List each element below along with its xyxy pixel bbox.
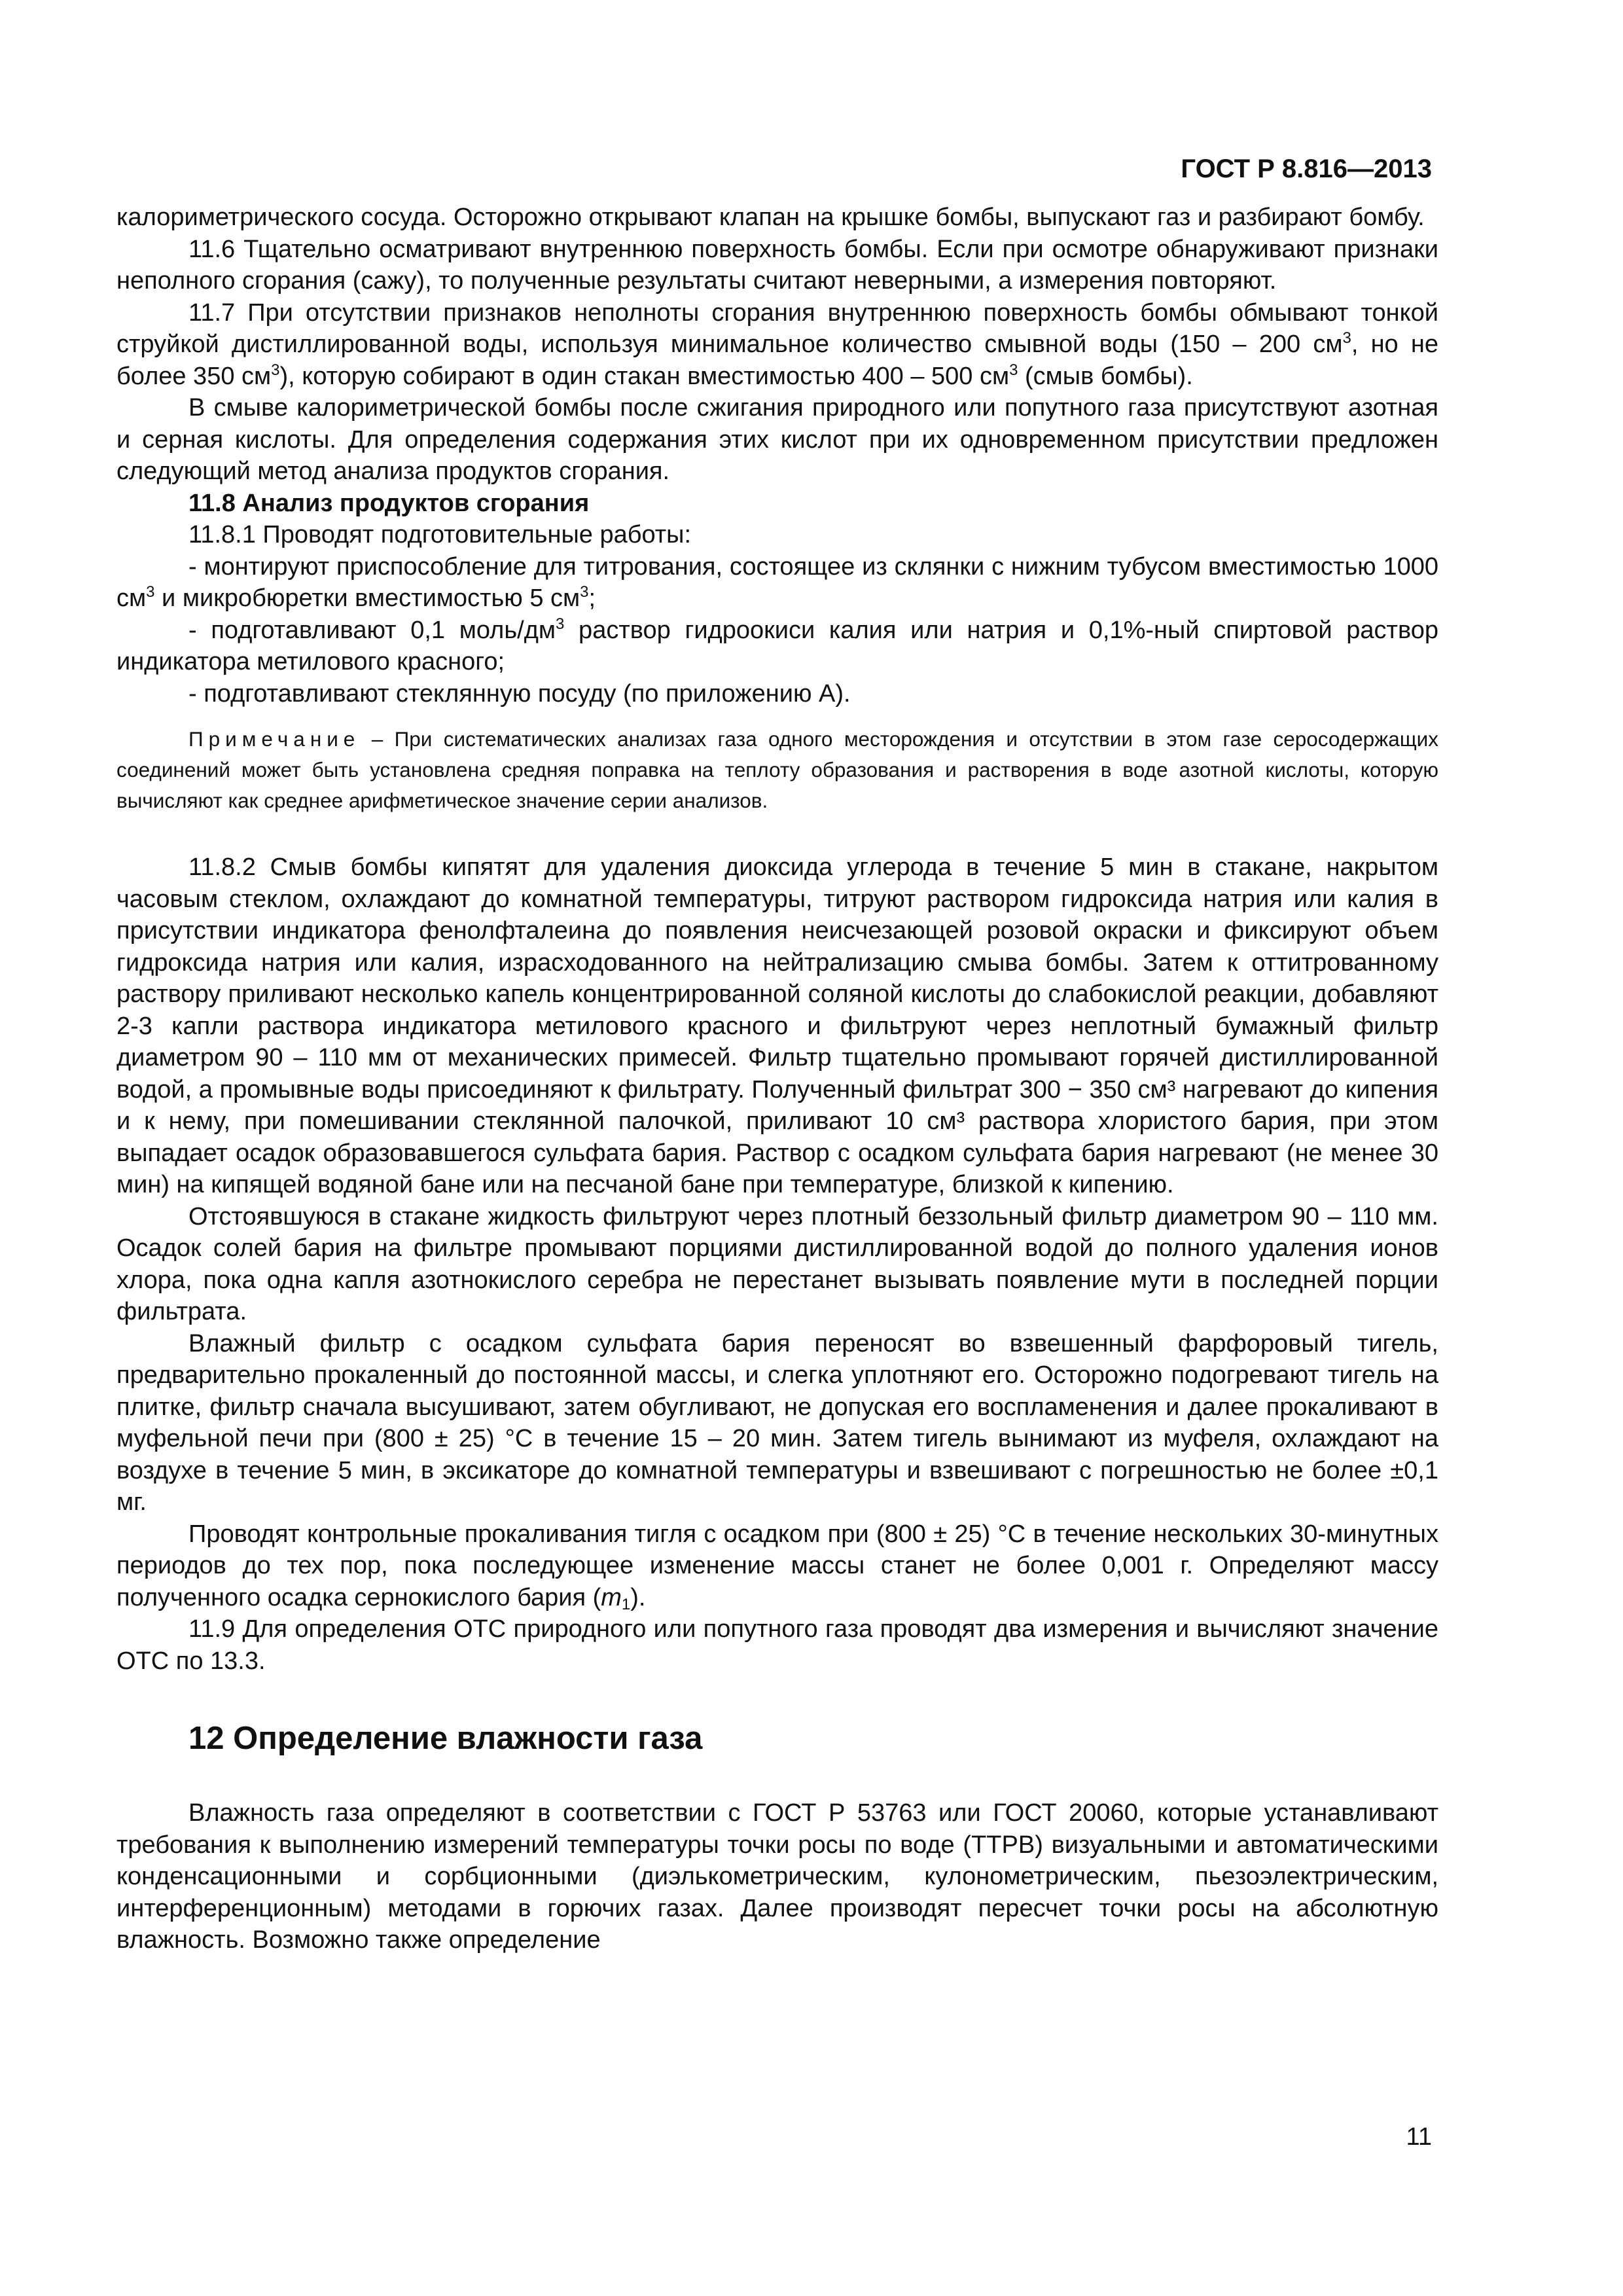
note-text: – При систематических анализах газа одного месторождения и отсутствии в этом газе серосодержащих соединений может быть установлена средняя поправка на теплоту образования и растворения в воде азотной кислоты, которую вычисляют как среднее арифметическое значение серии анализов. bbox=[116, 727, 1438, 812]
paragraph-11-6: 11.6 Тщательно осматривают внутреннюю поверхность бомбы. Если при осмотре обнаруживают признаки неполного сгорания (сажу), то полученные результаты считают неверными, а измерения повторяют. bbox=[116, 235, 1438, 295]
paragraph-11-9: 11.9 Для определения ОТС природного или попутного газа проводят два измерения и вычисляют значение ОТС по 13.3. bbox=[116, 1615, 1438, 1675]
page-number: 11 bbox=[1406, 2123, 1432, 2151]
list-item-2-part-a: - подготавливают 0,1 моль/дм bbox=[188, 616, 556, 644]
paragraph-11-7-part-a: 11.7 При отсутствии признаков неполноты сгорания внутреннюю поверхность бомбы обмывают тонкой струйкой дистиллированной воды, используя минимальное количество смывной воды (150 – 200 см bbox=[116, 298, 1438, 358]
heading-11-8: 11.8 Анализ продуктов сгорания bbox=[188, 489, 590, 517]
page-header-doc-id: ГОСТ Р 8.816—2013 bbox=[1181, 154, 1432, 183]
paragraph-humidity: Влажность газа определяют в соответствии с ГОСТ Р 53763 или ГОСТ 20060, которые устанавливают требования к выполнению измерений температуры точки росы по воде (ТТРВ) визуальными и автоматическими конденсационными и сорбционными (диэлькометрическим, кулонометрическим, пьезоэлектрическим, интерференционным) методами в горючих газах. Далее производят пересчет точки росы на абсолютную влажность. Возможно также определение bbox=[116, 1799, 1438, 1954]
superscript-cm3: 3 bbox=[1009, 361, 1018, 379]
paragraph-11-8-1: 11.8.1 Проводят подготовительные работы: bbox=[188, 521, 692, 548]
list-item-titration-setup bbox=[116, 551, 1438, 615]
list-item-solutions bbox=[116, 615, 1438, 678]
paragraph-control-calcination bbox=[116, 1518, 1438, 1614]
note-label: Примечание bbox=[188, 727, 361, 751]
list-item-1-part-b: и микробюретки вместимостью 5 см bbox=[154, 584, 580, 612]
mass-variable: m bbox=[601, 1583, 622, 1611]
paragraph-bomb-opening: калориметрического сосуда. Осторожно открывают клапан на крышке бомбы, выпускают газ и разбирают бомбу. bbox=[116, 204, 1425, 231]
paragraph-11-7-part-b: , но не более 350 см bbox=[116, 331, 1438, 390]
superscript-cm3: 3 bbox=[146, 583, 155, 601]
list-item-1-part-a: - монтируют приспособление для титрования, состоящее из склянки с нижним тубусом вместимостью 1000 см bbox=[116, 552, 1438, 612]
superscript-cm3: 3 bbox=[271, 361, 280, 379]
paragraph-control-part-a: Проводят контрольные прокаливания тигля с осадком при (800 ± 25) °С в течение нескольких 30-минутных периодов до тех пор, пока последующее изменение массы станет не более 0,001 г. Определяют массу полученного осадка сернокислого бария ( bbox=[116, 1520, 1438, 1611]
mass-variable-subscript: 1 bbox=[621, 1595, 631, 1613]
section-12-title: 12 Определение влажности газа bbox=[188, 1721, 703, 1756]
paragraph-11-7 bbox=[116, 297, 1438, 393]
paragraph-wet-filter: Влажный фильтр с осадком сульфата бария переносят во взвешенный фарфоровый тигель, предварительно прокаленный до постоянной массы, и слегка уплотняют его. Осторожно подогревают тигель на плитке, фильтр сначала высушивают, затем обугливают, не допуская его воспламенения и далее прокаливают в муфельной печи при (800 ± 25) °С в течение 15 – 20 мин. Затем тигель вынимают из муфеля, охлаждают на воздухе в течение 5 мин, в эксикаторе до комнатной температуры и взвешивают с погрешностью не более ±0,1 мг. bbox=[116, 1329, 1438, 1516]
paragraph-settled-liquid: Отстоявшуюся в стакане жидкость фильтруют через плотный беззольный фильтр диаметром 90 – 110 мм. Осадок солей бария на фильтре промывают порциями дистиллированной водой до полного удаления ионов хлора, пока одна капля азотнокислого серебра не перестанет вызывать появление мути в последней порции фильтрата. bbox=[116, 1202, 1438, 1325]
paragraph-11-7-part-c: ), которую собирают в один стакан вместимостью 400 – 500 см bbox=[279, 362, 1010, 390]
note-block bbox=[116, 724, 1438, 816]
paragraph-11-7-part-d: (смыв бомбы). bbox=[1018, 362, 1193, 390]
page-content bbox=[116, 202, 1438, 1956]
paragraph-control-part-b: ). bbox=[630, 1583, 646, 1611]
superscript-cm3: 3 bbox=[580, 583, 589, 601]
list-item-2-part-b: раствор гидроокиси калия или натрия и 0,1%-ный спиртовой раствор индикатора метилового красного; bbox=[116, 616, 1438, 675]
paragraph-acids: В смыве калориметрической бомбы после сжигания природного или попутного газа присутствуют азотная и серная кислоты. Для определения содержания этих кислот при их одновременном присутствии предложен следующий метод анализа продуктов сгорания. bbox=[116, 394, 1438, 485]
list-item-glassware: - подготавливают стеклянную посуду (по приложению А). bbox=[188, 679, 851, 708]
superscript-dm3: 3 bbox=[556, 615, 565, 633]
paragraph-11-8-2: 11.8.2 Смыв бомбы кипятят для удаления диоксида углерода в течение 5 мин в стакане, накрытом часовым стеклом, охлаждают до комнатной температуры, титруют раствором гидроксида натрия или калия в присутствии индикатора фенолфталеина до появления неисчезающей розовой окраски и фиксируют объем гидроксида натрия или калия, израсходованного на нейтрализацию смыва бомбы. Затем к оттитрованному раствору приливают несколько капель концентрированной соляной кислоты до слабокислой реакции, добавляют 2-3 капли раствора индикатора метилового красного и фильтруют через неплотный бумажный фильтр диаметром 90 – 110 мм от механических примесей. Фильтр тщательно промывают горячей дистиллированной водой, а промывные воды присоединяют к фильтрату. Полученный фильтрат 300 − 350 см³ нагревают до кипения и к нему, при помешивании стеклянной палочкой, приливают 10 см³ раствора хлористого бария, при этом выпадает осадок образовавшегося сульфата бария. Раствор с осадком сульфата бария нагревают (не менее 30 мин) на кипящей водяной бане или на песчаной бане при температуре, близкой к кипению. bbox=[116, 853, 1438, 1198]
list-item-1-part-c: ; bbox=[588, 584, 596, 612]
superscript-cm3: 3 bbox=[1342, 329, 1351, 347]
